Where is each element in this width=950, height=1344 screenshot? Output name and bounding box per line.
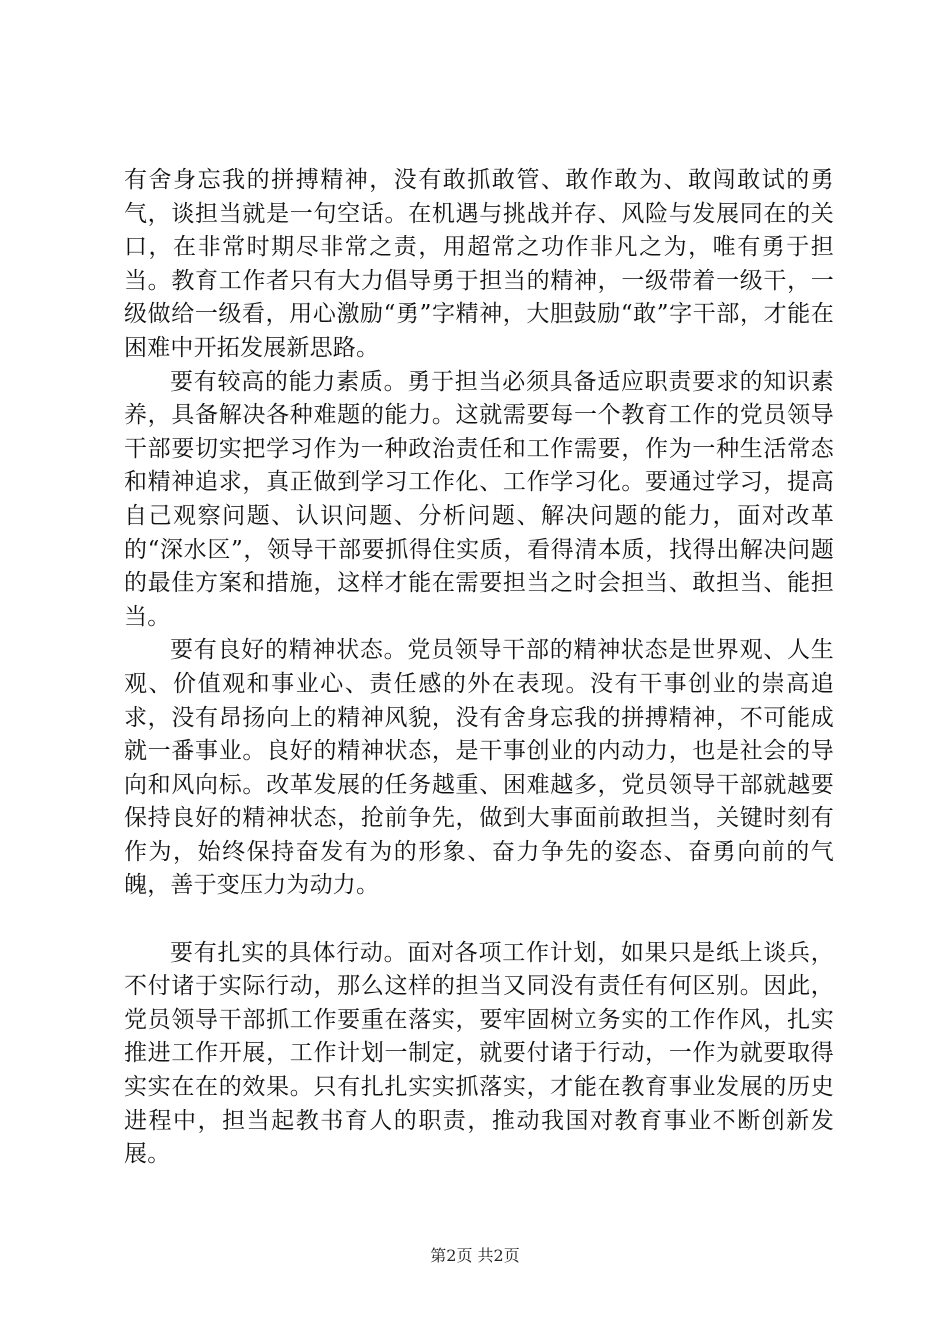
paragraph-ability: 要有较高的能力素质。勇于担当必须具备适应职责要求的知识素养，具备解决各种难题的能力。这就需要每一个教育工作的党员领导干部要切实把学习作为一种政治责任和工作需要，作为一种生活常态和精神追求，真正做到学习工作化、工作学习化。要通过学习，提高自己观察问题、认识问题、分析问题、解决问题的能力，面对改革的“深水区”，领导干部要抓得住实质，看得清本质，找得出解决问题的最佳方案和措施，这样才能在需要担当之时会担当、敢担当、能担当。 [124, 368, 834, 630]
paragraph-continuation: 有舍身忘我的拼搏精神，没有敢抓敢管、敢作敢为、敢闯敢试的勇气，谈担当就是一句空话。在机遇与挑战并存、风险与发展同在的关口，在非常时期尽非常之责，用超常之功作非凡之为，唯有勇于担当。教育工作者只有大力倡导勇于担当的精神，一级带着一级干，一级做给一级看，用心激励“勇”字精神，大胆鼓励“敢”字干部，才能在困难中开拓发展新思路。 [124, 167, 834, 361]
page-footer: 第2页 共2页 [430, 1246, 520, 1265]
paragraph-action: 要有扎实的具体行动。面对各项工作计划，如果只是纸上谈兵，不付诸于实际行动，那么这样的担当又同没有责任有何区别。因此，党员领导干部抓工作要重在落实，要牢固树立务实的工作作风，扎实推进工作开展，工作计划一制定，就要付诸于行动，一作为就要取得实实在在的效果。只有扎扎实实抓落实，才能在教育事业发展的历史进程中，担当起教书育人的职责，推动我国对教育事业不断创新发展。 [124, 939, 834, 1168]
body-text [124, 164, 834, 1172]
paragraph-spirit: 要有良好的精神状态。党员领导干部的精神状态是世界观、人生观、价值观和事业心、责任感的外在表现。没有干事创业的崇高追求，没有昂扬向上的精神风貌，没有舍身忘我的拼搏精神，不可能成就一番事业。良好的精神状态，是干事创业的内动力，也是社会的导向和风向标。改革发展的任务越重、困难越多，党员领导干部就越要保持良好的精神状态，抢前争先，做到大事面前敢担当，关键时刻有作为，始终保持奋发有为的形象、奋力争先的姿态、奋勇向前的气魄，善于变压力为动力。 [124, 637, 834, 899]
